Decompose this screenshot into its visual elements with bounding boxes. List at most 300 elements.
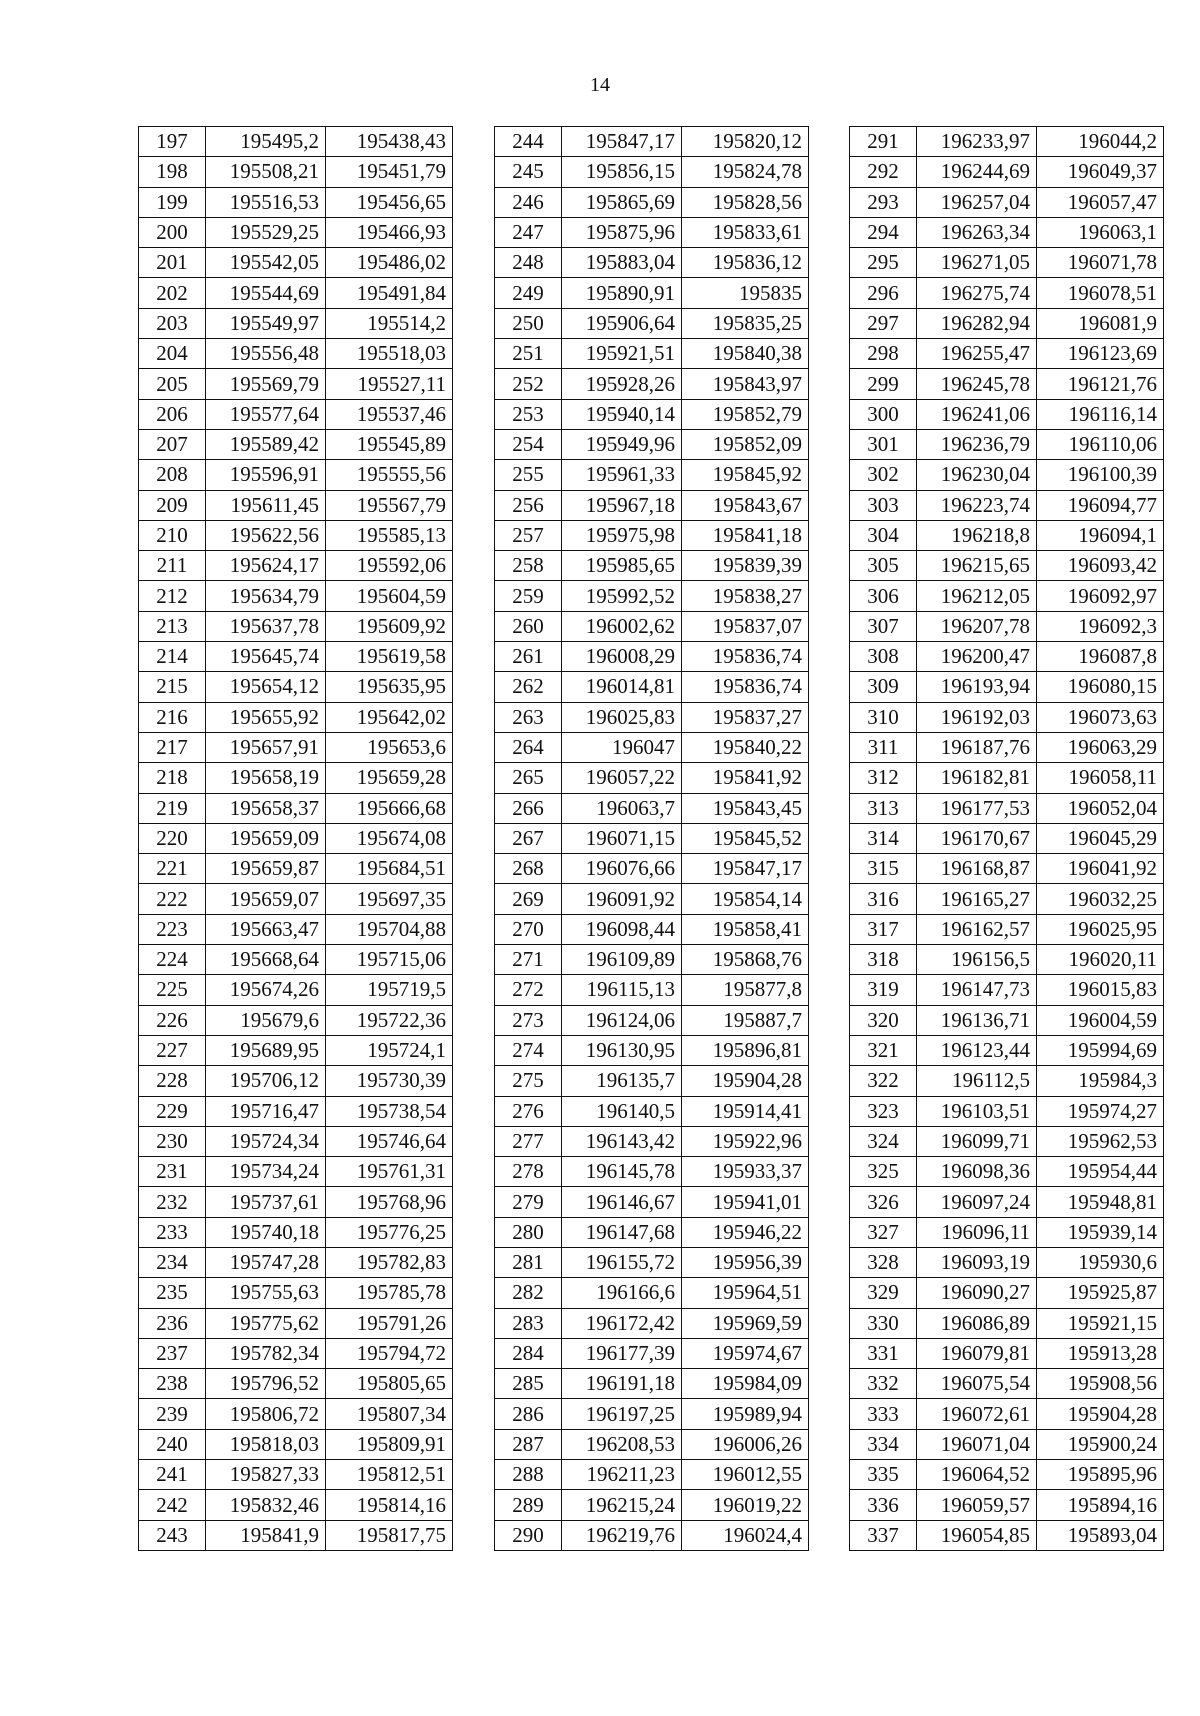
- coordinate-y-cell: 195894,16: [1037, 1490, 1164, 1520]
- point-number-cell: 209: [139, 490, 206, 520]
- table-row: [495, 1460, 809, 1490]
- table-row: [495, 884, 809, 914]
- coordinate-x-cell: 195663,47: [206, 914, 326, 944]
- table-row: [139, 1278, 453, 1308]
- coordinate-x-cell: 196071,04: [917, 1429, 1037, 1459]
- table-row: [139, 1429, 453, 1459]
- coordinate-x-cell: 195883,04: [562, 248, 682, 278]
- point-number-cell: 269: [495, 884, 562, 914]
- coordinate-x-cell: 195832,46: [206, 1490, 326, 1520]
- table-row: [139, 1096, 453, 1126]
- coordinate-x-cell: 195637,78: [206, 611, 326, 641]
- table-row: [139, 732, 453, 762]
- table-row: [139, 793, 453, 823]
- coordinate-x-cell: 196130,95: [562, 1035, 682, 1065]
- table-row: [495, 1429, 809, 1459]
- point-number-cell: 223: [139, 914, 206, 944]
- coordinate-x-cell: 195875,96: [562, 217, 682, 247]
- coordinate-x-cell: 195890,91: [562, 278, 682, 308]
- coordinate-x-cell: 196241,06: [917, 399, 1037, 429]
- coordinate-y-cell: 195969,59: [682, 1308, 809, 1338]
- coordinate-y-cell: 195833,61: [682, 217, 809, 247]
- point-number-cell: 268: [495, 854, 562, 884]
- coordinate-y-cell: 196045,29: [1037, 823, 1164, 853]
- coordinate-y-cell: 195835,25: [682, 308, 809, 338]
- table-row: [850, 672, 1164, 702]
- point-number-cell: 279: [495, 1187, 562, 1217]
- coordinate-x-cell: 196143,42: [562, 1126, 682, 1156]
- coordinate-x-cell: 196103,51: [917, 1096, 1037, 1126]
- coordinate-x-cell: 196072,61: [917, 1399, 1037, 1429]
- table-row: [850, 1217, 1164, 1247]
- coordinate-y-cell: 195619,58: [326, 642, 453, 672]
- point-number-cell: 317: [850, 914, 917, 944]
- point-number-cell: 225: [139, 975, 206, 1005]
- table-row: [139, 369, 453, 399]
- point-number-cell: 310: [850, 702, 917, 732]
- coordinate-x-cell: 196155,72: [562, 1247, 682, 1277]
- coordinate-x-cell: 196112,5: [917, 1066, 1037, 1096]
- table-row: [139, 1066, 453, 1096]
- coordinate-x-cell: 196207,78: [917, 611, 1037, 641]
- table-row: [139, 520, 453, 550]
- table-row: [495, 823, 809, 853]
- coordinate-x-cell: 196146,67: [562, 1187, 682, 1217]
- point-number-cell: 233: [139, 1217, 206, 1247]
- point-number-cell: 333: [850, 1399, 917, 1429]
- coordinate-y-cell: 195466,93: [326, 217, 453, 247]
- coordinate-y-cell: 195930,6: [1037, 1247, 1164, 1277]
- coordinate-x-cell: 196192,03: [917, 702, 1037, 732]
- coordinate-y-cell: 195962,53: [1037, 1126, 1164, 1156]
- point-number-cell: 330: [850, 1308, 917, 1338]
- coordinate-x-cell: 196218,8: [917, 520, 1037, 550]
- page-number: 14: [590, 74, 610, 96]
- table-row: [139, 339, 453, 369]
- table-row: [850, 1399, 1164, 1429]
- point-number-cell: 322: [850, 1066, 917, 1096]
- coordinate-y-cell: 195840,22: [682, 732, 809, 762]
- table-row: [850, 520, 1164, 550]
- coordinate-y-cell: 196063,29: [1037, 732, 1164, 762]
- point-number-cell: 306: [850, 581, 917, 611]
- coordinate-y-cell: 195794,72: [326, 1338, 453, 1368]
- coordinate-y-cell: 196073,63: [1037, 702, 1164, 732]
- coordinate-y-cell: 195697,35: [326, 884, 453, 914]
- coordinate-y-cell: 195642,02: [326, 702, 453, 732]
- point-number-cell: 237: [139, 1338, 206, 1368]
- point-number-cell: 270: [495, 914, 562, 944]
- coordinate-x-cell: 195967,18: [562, 490, 682, 520]
- coordinate-y-cell: 196057,47: [1037, 187, 1164, 217]
- table-row: [850, 1035, 1164, 1065]
- coordinate-y-cell: 195835: [682, 278, 809, 308]
- coordinate-x-cell: 195706,12: [206, 1066, 326, 1096]
- point-number-cell: 214: [139, 642, 206, 672]
- coordinate-x-cell: 195818,03: [206, 1429, 326, 1459]
- coordinate-y-cell: 196012,55: [682, 1460, 809, 1490]
- table-row: [850, 1520, 1164, 1550]
- point-number-cell: 284: [495, 1338, 562, 1368]
- point-number-cell: 205: [139, 369, 206, 399]
- table-row: [850, 127, 1164, 157]
- coordinate-x-cell: 195495,2: [206, 127, 326, 157]
- coordinate-x-cell: 195992,52: [562, 581, 682, 611]
- coordinates-table-2: [494, 126, 809, 1551]
- table-row: [139, 157, 453, 187]
- coordinate-x-cell: 196177,53: [917, 793, 1037, 823]
- coordinate-y-cell: 196006,26: [682, 1429, 809, 1459]
- coordinate-x-cell: 196079,81: [917, 1338, 1037, 1368]
- table-row: [495, 975, 809, 1005]
- point-number-cell: 316: [850, 884, 917, 914]
- point-number-cell: 242: [139, 1490, 206, 1520]
- table-row: [850, 399, 1164, 429]
- point-number-cell: 287: [495, 1429, 562, 1459]
- coordinate-x-cell: 196255,47: [917, 339, 1037, 369]
- coordinate-x-cell: 195655,92: [206, 702, 326, 732]
- coordinate-x-cell: 196014,81: [562, 672, 682, 702]
- coordinate-x-cell: 196115,13: [562, 975, 682, 1005]
- point-number-cell: 240: [139, 1429, 206, 1459]
- coordinate-x-cell: 195634,79: [206, 581, 326, 611]
- coordinate-y-cell: 195491,84: [326, 278, 453, 308]
- table-row: [495, 369, 809, 399]
- coordinates-table-3: [849, 126, 1164, 1551]
- point-number-cell: 245: [495, 157, 562, 187]
- coordinate-y-cell: 195555,56: [326, 460, 453, 490]
- coordinate-y-cell: 196049,37: [1037, 157, 1164, 187]
- point-number-cell: 267: [495, 823, 562, 853]
- point-number-cell: 261: [495, 642, 562, 672]
- coordinate-x-cell: 195658,19: [206, 763, 326, 793]
- point-number-cell: 203: [139, 308, 206, 338]
- coordinate-x-cell: 196093,19: [917, 1247, 1037, 1277]
- coordinate-y-cell: 195719,5: [326, 975, 453, 1005]
- coordinate-x-cell: 195645,74: [206, 642, 326, 672]
- point-number-cell: 337: [850, 1520, 917, 1550]
- table-row: [139, 248, 453, 278]
- point-number-cell: 235: [139, 1278, 206, 1308]
- coordinate-y-cell: 195604,59: [326, 581, 453, 611]
- coordinate-y-cell: 195877,8: [682, 975, 809, 1005]
- coordinate-y-cell: 195974,67: [682, 1338, 809, 1368]
- table-row: [139, 551, 453, 581]
- coordinate-y-cell: 195843,45: [682, 793, 809, 823]
- table-row: [495, 1126, 809, 1156]
- coordinate-x-cell: 196008,29: [562, 642, 682, 672]
- coordinate-y-cell: 195922,96: [682, 1126, 809, 1156]
- point-number-cell: 197: [139, 127, 206, 157]
- coordinate-y-cell: 195635,95: [326, 672, 453, 702]
- point-number-cell: 326: [850, 1187, 917, 1217]
- table-row: [495, 1520, 809, 1550]
- table-row: [139, 490, 453, 520]
- coordinate-x-cell: 196156,5: [917, 945, 1037, 975]
- coordinate-y-cell: 195837,07: [682, 611, 809, 641]
- point-number-cell: 277: [495, 1126, 562, 1156]
- point-number-cell: 285: [495, 1369, 562, 1399]
- point-number-cell: 312: [850, 763, 917, 793]
- point-number-cell: 263: [495, 702, 562, 732]
- point-number-cell: 216: [139, 702, 206, 732]
- table-row: [495, 945, 809, 975]
- point-number-cell: 202: [139, 278, 206, 308]
- coordinate-x-cell: 196096,11: [917, 1217, 1037, 1247]
- table-row: [139, 884, 453, 914]
- table-row: [850, 1157, 1164, 1187]
- table-row: [495, 399, 809, 429]
- coordinate-x-cell: 195659,09: [206, 823, 326, 853]
- table-row: [495, 1308, 809, 1338]
- coordinate-y-cell: 195514,2: [326, 308, 453, 338]
- coordinate-y-cell: 196121,76: [1037, 369, 1164, 399]
- coordinate-y-cell: 195900,24: [1037, 1429, 1164, 1459]
- coordinate-x-cell: 196233,97: [917, 127, 1037, 157]
- table-row: [139, 1005, 453, 1035]
- coordinate-x-cell: 196236,79: [917, 429, 1037, 459]
- coordinate-y-cell: 195791,26: [326, 1308, 453, 1338]
- coordinate-y-cell: 195841,18: [682, 520, 809, 550]
- table-row: [850, 248, 1164, 278]
- coordinate-y-cell: 196093,42: [1037, 551, 1164, 581]
- coordinate-y-cell: 195847,17: [682, 854, 809, 884]
- point-number-cell: 265: [495, 763, 562, 793]
- coordinate-y-cell: 195887,7: [682, 1005, 809, 1035]
- coordinate-x-cell: 196086,89: [917, 1308, 1037, 1338]
- table-row: [850, 429, 1164, 459]
- coordinate-x-cell: 196136,71: [917, 1005, 1037, 1035]
- coordinate-x-cell: 195782,34: [206, 1338, 326, 1368]
- table-row: [495, 732, 809, 762]
- table-row: [850, 1338, 1164, 1368]
- coordinate-y-cell: 195908,56: [1037, 1369, 1164, 1399]
- table-row: [850, 460, 1164, 490]
- coordinate-x-cell: 196071,15: [562, 823, 682, 853]
- coordinate-x-cell: 196208,53: [562, 1429, 682, 1459]
- point-number-cell: 276: [495, 1096, 562, 1126]
- point-number-cell: 206: [139, 399, 206, 429]
- point-number-cell: 260: [495, 611, 562, 641]
- coordinate-x-cell: 196275,74: [917, 278, 1037, 308]
- point-number-cell: 328: [850, 1247, 917, 1277]
- coordinate-x-cell: 195556,48: [206, 339, 326, 369]
- coordinate-y-cell: 195868,76: [682, 945, 809, 975]
- table-row: [850, 1247, 1164, 1277]
- coordinate-x-cell: 195569,79: [206, 369, 326, 399]
- coordinate-x-cell: 196223,74: [917, 490, 1037, 520]
- coordinate-y-cell: 196025,95: [1037, 914, 1164, 944]
- coordinate-y-cell: 195659,28: [326, 763, 453, 793]
- coordinate-y-cell: 196078,51: [1037, 278, 1164, 308]
- point-number-cell: 274: [495, 1035, 562, 1065]
- point-number-cell: 204: [139, 339, 206, 369]
- point-number-cell: 207: [139, 429, 206, 459]
- coordinate-x-cell: 196211,23: [562, 1460, 682, 1490]
- coordinate-y-cell: 195715,06: [326, 945, 453, 975]
- table-row: [495, 1157, 809, 1187]
- coordinate-y-cell: 196019,22: [682, 1490, 809, 1520]
- coordinate-y-cell: 195839,39: [682, 551, 809, 581]
- table-row: [139, 187, 453, 217]
- table-row: [850, 369, 1164, 399]
- coordinate-x-cell: 195906,64: [562, 308, 682, 338]
- table-row: [850, 1429, 1164, 1459]
- table-row: [850, 763, 1164, 793]
- table-row: [850, 854, 1164, 884]
- table-row: [850, 1369, 1164, 1399]
- coordinate-x-cell: 195654,12: [206, 672, 326, 702]
- coordinate-y-cell: 196081,9: [1037, 308, 1164, 338]
- coordinate-x-cell: 195806,72: [206, 1399, 326, 1429]
- table-row: [139, 1187, 453, 1217]
- coordinate-x-cell: 196123,44: [917, 1035, 1037, 1065]
- coordinate-x-cell: 195516,53: [206, 187, 326, 217]
- coordinate-y-cell: 195994,69: [1037, 1035, 1164, 1065]
- coordinate-y-cell: 195724,1: [326, 1035, 453, 1065]
- point-number-cell: 314: [850, 823, 917, 853]
- table-row: [850, 642, 1164, 672]
- table-row: [850, 611, 1164, 641]
- point-number-cell: 228: [139, 1066, 206, 1096]
- point-number-cell: 291: [850, 127, 917, 157]
- coordinate-x-cell: 196187,76: [917, 732, 1037, 762]
- coordinate-x-cell: 195659,07: [206, 884, 326, 914]
- coordinate-y-cell: 195768,96: [326, 1187, 453, 1217]
- table-row: [850, 1126, 1164, 1156]
- coordinate-x-cell: 195657,91: [206, 732, 326, 762]
- table-row: [495, 217, 809, 247]
- table-row: [495, 1096, 809, 1126]
- coordinate-y-cell: 195946,22: [682, 1217, 809, 1247]
- coordinate-x-cell: 195949,96: [562, 429, 682, 459]
- point-number-cell: 311: [850, 732, 917, 762]
- table-row: [495, 339, 809, 369]
- table-row: [850, 884, 1164, 914]
- coordinate-y-cell: 195843,67: [682, 490, 809, 520]
- point-number-cell: 246: [495, 187, 562, 217]
- point-number-cell: 254: [495, 429, 562, 459]
- coordinate-y-cell: 195845,92: [682, 460, 809, 490]
- table-row: [139, 1247, 453, 1277]
- coordinate-x-cell: 196124,06: [562, 1005, 682, 1035]
- coordinate-y-cell: 195592,06: [326, 551, 453, 581]
- point-number-cell: 247: [495, 217, 562, 247]
- coordinate-y-cell: 196063,1: [1037, 217, 1164, 247]
- coordinate-y-cell: 195746,64: [326, 1126, 453, 1156]
- table-row: [139, 581, 453, 611]
- table-row: [495, 763, 809, 793]
- coordinate-y-cell: 195567,79: [326, 490, 453, 520]
- point-number-cell: 220: [139, 823, 206, 853]
- coordinate-y-cell: 195817,75: [326, 1520, 453, 1550]
- table-row: [850, 157, 1164, 187]
- coordinate-y-cell: 195896,81: [682, 1035, 809, 1065]
- coordinate-y-cell: 195820,12: [682, 127, 809, 157]
- point-number-cell: 213: [139, 611, 206, 641]
- coordinate-y-cell: 195666,68: [326, 793, 453, 823]
- coordinate-y-cell: 195841,92: [682, 763, 809, 793]
- coordinate-x-cell: 195589,42: [206, 429, 326, 459]
- table-row: [139, 763, 453, 793]
- table-row: [495, 1369, 809, 1399]
- point-number-cell: 288: [495, 1460, 562, 1490]
- coordinate-y-cell: 195527,11: [326, 369, 453, 399]
- coordinate-x-cell: 196165,27: [917, 884, 1037, 914]
- coordinate-y-cell: 196020,11: [1037, 945, 1164, 975]
- coordinate-x-cell: 196059,57: [917, 1490, 1037, 1520]
- coordinate-x-cell: 195679,6: [206, 1005, 326, 1035]
- coordinate-y-cell: 196092,3: [1037, 611, 1164, 641]
- coordinate-x-cell: 196057,22: [562, 763, 682, 793]
- table-row: [850, 823, 1164, 853]
- coordinate-y-cell: 195456,65: [326, 187, 453, 217]
- coordinate-x-cell: 196097,24: [917, 1187, 1037, 1217]
- coordinate-y-cell: 195738,54: [326, 1096, 453, 1126]
- coordinate-y-cell: 195858,41: [682, 914, 809, 944]
- coordinate-x-cell: 196091,92: [562, 884, 682, 914]
- coordinate-y-cell: 195585,13: [326, 520, 453, 550]
- coordinate-x-cell: 196193,94: [917, 672, 1037, 702]
- coordinate-y-cell: 196032,25: [1037, 884, 1164, 914]
- coordinate-y-cell: 196110,06: [1037, 429, 1164, 459]
- table-row: [495, 1247, 809, 1277]
- point-number-cell: 298: [850, 339, 917, 369]
- coordinate-x-cell: 196215,65: [917, 551, 1037, 581]
- coordinate-x-cell: 196263,34: [917, 217, 1037, 247]
- coordinate-y-cell: 195836,74: [682, 642, 809, 672]
- table-row: [139, 823, 453, 853]
- point-number-cell: 208: [139, 460, 206, 490]
- table-row: [495, 187, 809, 217]
- point-number-cell: 221: [139, 854, 206, 884]
- coordinate-x-cell: 195985,65: [562, 551, 682, 581]
- table-row: [139, 127, 453, 157]
- coordinate-x-cell: 196002,62: [562, 611, 682, 641]
- point-number-cell: 272: [495, 975, 562, 1005]
- coordinate-x-cell: 196090,27: [917, 1278, 1037, 1308]
- point-number-cell: 297: [850, 308, 917, 338]
- coordinate-x-cell: 195796,52: [206, 1369, 326, 1399]
- coordinate-y-cell: 195653,6: [326, 732, 453, 762]
- point-number-cell: 199: [139, 187, 206, 217]
- coordinate-y-cell: 195674,08: [326, 823, 453, 853]
- coordinate-x-cell: 195740,18: [206, 1217, 326, 1247]
- point-number-cell: 324: [850, 1126, 917, 1156]
- coordinate-y-cell: 196024,4: [682, 1520, 809, 1550]
- table-row: [139, 914, 453, 944]
- table-row: [139, 308, 453, 338]
- coordinate-x-cell: 195508,21: [206, 157, 326, 187]
- table-row: [139, 429, 453, 459]
- point-number-cell: 238: [139, 1369, 206, 1399]
- coordinate-y-cell: 195761,31: [326, 1157, 453, 1187]
- table-row: [495, 611, 809, 641]
- coordinate-y-cell: 195785,78: [326, 1278, 453, 1308]
- coordinate-y-cell: 195854,14: [682, 884, 809, 914]
- point-number-cell: 244: [495, 127, 562, 157]
- table-row: [139, 611, 453, 641]
- table-row: [495, 429, 809, 459]
- coordinate-y-cell: 195954,44: [1037, 1157, 1164, 1187]
- coordinate-x-cell: 196215,24: [562, 1490, 682, 1520]
- coordinate-x-cell: 196200,47: [917, 642, 1037, 672]
- coordinate-y-cell: 195933,37: [682, 1157, 809, 1187]
- table-row: [139, 702, 453, 732]
- point-number-cell: 325: [850, 1157, 917, 1187]
- coordinate-x-cell: 196098,36: [917, 1157, 1037, 1187]
- coordinate-x-cell: 195596,91: [206, 460, 326, 490]
